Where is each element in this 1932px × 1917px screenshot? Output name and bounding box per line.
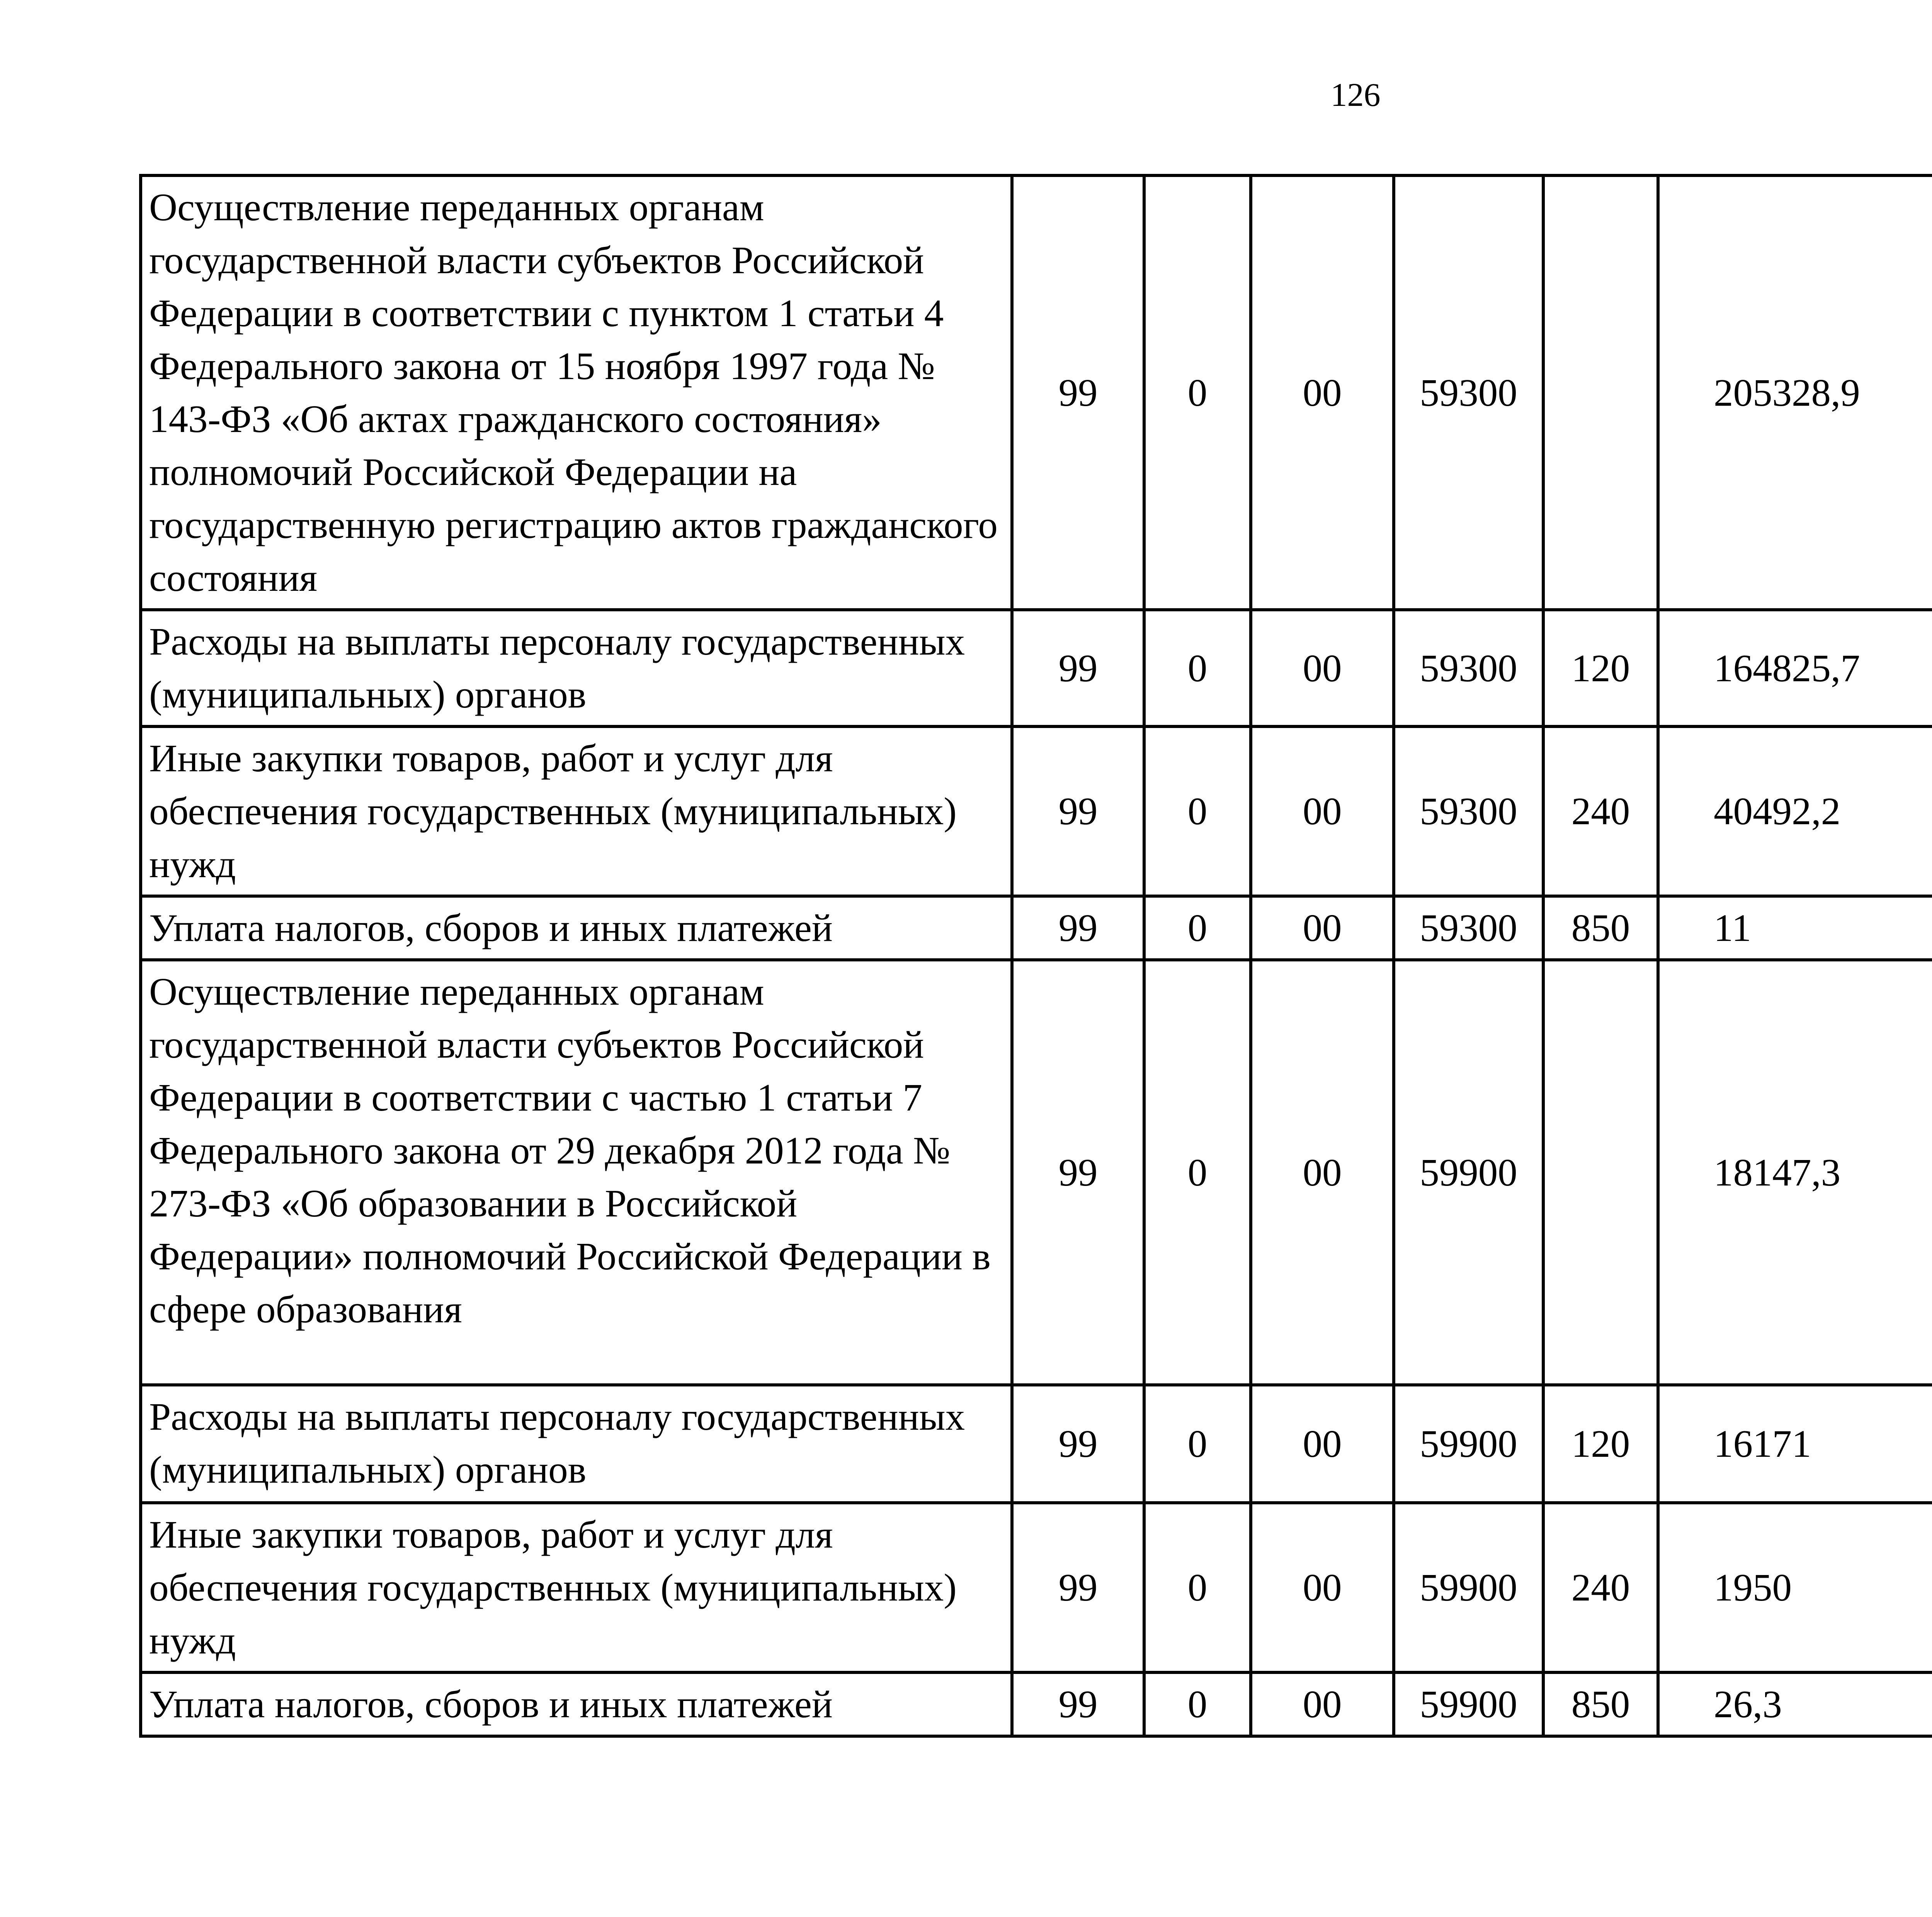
expense-type-code: 120	[1543, 610, 1658, 726]
target-code: 59300	[1394, 175, 1543, 610]
row-description: Уплата налогов, сборов и иных платежей	[141, 896, 1012, 960]
target-code: 59300	[1394, 610, 1543, 726]
target-code: 59300	[1394, 896, 1543, 960]
expense-type-code: 240	[1543, 726, 1658, 896]
program-code: 99	[1012, 175, 1144, 610]
target-code: 59900	[1394, 960, 1543, 1385]
direction-code: 00	[1251, 960, 1394, 1385]
program-code: 99	[1012, 1385, 1144, 1503]
direction-code: 00	[1251, 1672, 1394, 1736]
amount-year-1: 16171	[1658, 1385, 1932, 1503]
subprogram-code: 0	[1144, 175, 1251, 610]
row-description: Расходы на выплаты персоналу государственных (муниципальных) органов	[141, 1385, 1012, 1503]
budget-table	[139, 174, 1932, 1738]
direction-code: 00	[1251, 726, 1394, 896]
program-code: 99	[1012, 610, 1144, 726]
expense-type-code: 850	[1543, 1672, 1658, 1736]
expense-type-code: 850	[1543, 896, 1658, 960]
subprogram-code: 0	[1144, 896, 1251, 960]
subprogram-code: 0	[1144, 1503, 1251, 1672]
page-number: 126	[1330, 76, 1381, 113]
table-row	[141, 175, 1932, 610]
program-code: 99	[1012, 1503, 1144, 1672]
target-code: 59900	[1394, 1385, 1543, 1503]
direction-code: 00	[1251, 1385, 1394, 1503]
row-description: Расходы на выплаты персоналу государственных (муниципальных) органов	[141, 610, 1012, 726]
program-code: 99	[1012, 726, 1144, 896]
target-code: 59900	[1394, 1672, 1543, 1736]
program-code: 99	[1012, 960, 1144, 1385]
subprogram-code: 0	[1144, 960, 1251, 1385]
table-row	[141, 896, 1932, 960]
table-row	[141, 610, 1932, 726]
direction-code: 00	[1251, 610, 1394, 726]
expense-type-code	[1543, 960, 1658, 1385]
table-row	[141, 1672, 1932, 1736]
row-description: Иные закупки товаров, работ и услуг для обеспечения государственных (муниципальных) нужд	[141, 1503, 1012, 1672]
expense-type-code: 120	[1543, 1385, 1658, 1503]
target-code: 59300	[1394, 726, 1543, 896]
table-row	[141, 726, 1932, 896]
program-code: 99	[1012, 1672, 1144, 1736]
subprogram-code: 0	[1144, 610, 1251, 726]
row-description: Иные закупки товаров, работ и услуг для обеспечения государственных (муниципальных) нужд	[141, 726, 1012, 896]
subprogram-code: 0	[1144, 1385, 1251, 1503]
amount-year-1: 11	[1658, 896, 1932, 960]
amount-year-1: 18147,3	[1658, 960, 1932, 1385]
expense-type-code	[1543, 175, 1658, 610]
target-code: 59900	[1394, 1503, 1543, 1672]
subprogram-code: 0	[1144, 726, 1251, 896]
table-row	[141, 960, 1932, 1385]
direction-code: 00	[1251, 175, 1394, 610]
program-code: 99	[1012, 896, 1144, 960]
direction-code: 00	[1251, 1503, 1394, 1672]
expense-type-code: 240	[1543, 1503, 1658, 1672]
amount-year-1: 26,3	[1658, 1672, 1932, 1736]
amount-year-1: 1950	[1658, 1503, 1932, 1672]
table-row	[141, 1503, 1932, 1672]
direction-code: 00	[1251, 896, 1394, 960]
table-body	[141, 175, 1932, 1736]
row-description: Осуществление переданных органам государственной власти субъектов Российской Федерации в соответствии с частью 1 статьи 7 Федерального закона от 29 декабря 2012 года № 273-ФЗ «Об образовании в Российской Федерации» полномочий Российской Федерации в сфере образования	[141, 960, 1012, 1385]
amount-year-1: 205328,9	[1658, 175, 1932, 610]
amount-year-1: 164825,7	[1658, 610, 1932, 726]
table-row	[141, 1385, 1932, 1503]
amount-year-1: 40492,2	[1658, 726, 1932, 896]
row-description: Осуществление переданных органам государственной власти субъектов Российской Федерации в соответствии с пунктом 1 статьи 4 Федерального закона от 15 ноября 1997 года № 143-ФЗ «Об актах гражданского состояния» полномочий Российской Федерации на государственную регистрацию актов гражданского состояния	[141, 175, 1012, 610]
subprogram-code: 0	[1144, 1672, 1251, 1736]
row-description: Уплата налогов, сборов и иных платежей	[141, 1672, 1012, 1736]
